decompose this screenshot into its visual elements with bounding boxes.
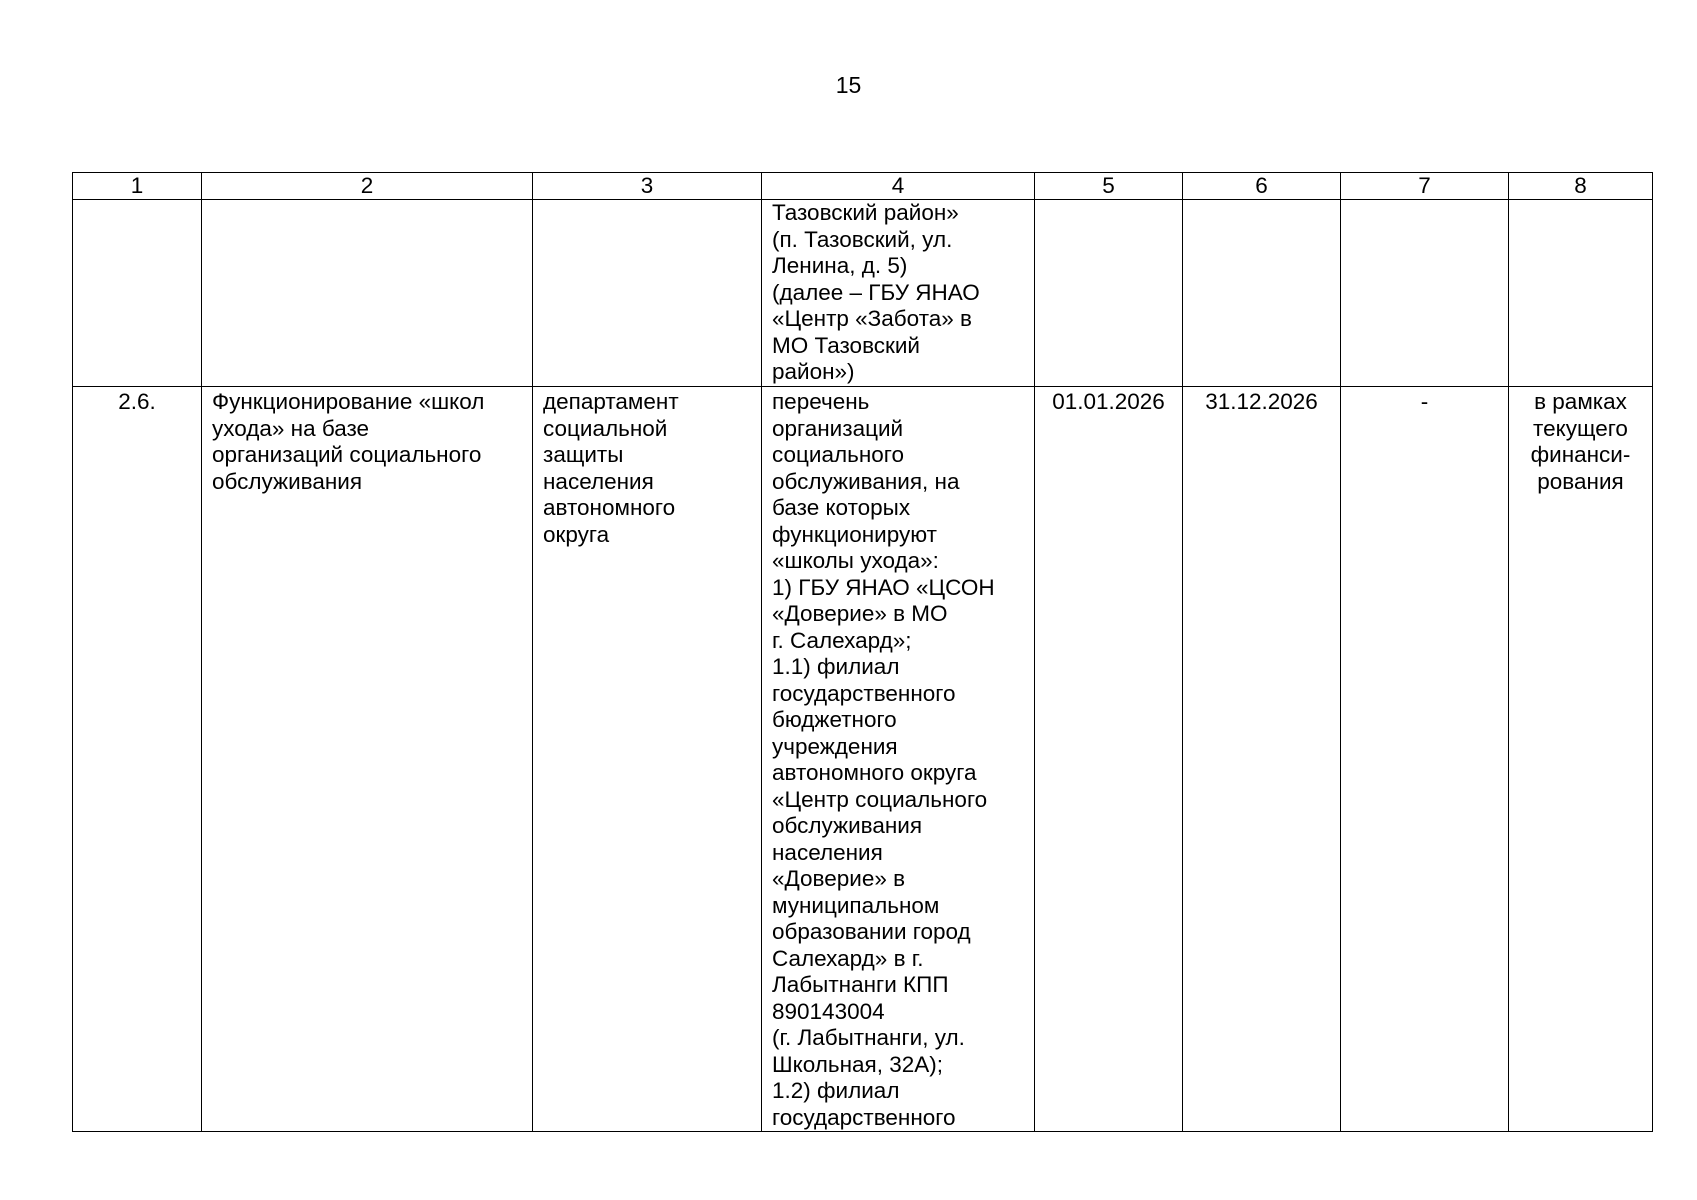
column-number-2: 2 [202, 173, 533, 200]
continuation-cell-5 [1035, 200, 1183, 387]
column-number-8: 8 [1509, 173, 1653, 200]
executor-cell: департамент социальной защиты населения автономного округа [533, 387, 762, 1132]
page-number: 15 [835, 72, 862, 98]
col7-cell: - [1341, 387, 1509, 1132]
table-header-row [73, 173, 1653, 200]
column-number-6: 6 [1183, 173, 1341, 200]
financing-cell: в рамках текущего финанси- рования [1509, 387, 1653, 1132]
continuation-cell-1 [73, 200, 202, 387]
item-name-cell: Функционирование «школ ухода» на базе организаций социального обслуживания [202, 387, 533, 1132]
column-number-7: 7 [1341, 173, 1509, 200]
continuation-cell-6 [1183, 200, 1341, 387]
continuation-cell-2 [202, 200, 533, 387]
table-row [73, 387, 1653, 1132]
continuation-cell-3 [533, 200, 762, 387]
plan-table [72, 172, 1653, 1132]
column-number-4: 4 [762, 173, 1035, 200]
table-row [73, 200, 1653, 387]
column-number-5: 5 [1035, 173, 1183, 200]
end-date-cell: 31.12.2026 [1183, 387, 1341, 1132]
column-number-1: 1 [73, 173, 202, 200]
result-cell: перечень организаций социального обслуживания, на базе которых функционируют «школы ухода»: 1) ГБУ ЯНАО «ЦСОН «Доверие» в МО г. Салехард»; 1.1) филиал государственного бюджетного учреждения автономного округа «Центр социального обслуживания населения «Доверие» в муниципальном образовании город Салехард» в г. Лабытнанги КПП 890143004 (г. Лабытнанги, ул. Школьная, 32А); 1.2) филиал государственного [762, 387, 1035, 1132]
start-date-cell: 01.01.2026 [1035, 387, 1183, 1132]
continuation-cell-8 [1509, 200, 1653, 387]
continuation-result-cell: Тазовский район» (п. Тазовский, ул. Ленина, д. 5) (далее – ГБУ ЯНАО «Центр «Забота» в МО Тазовский район») [762, 200, 1035, 387]
column-number-3: 3 [533, 173, 762, 200]
item-number-cell: 2.6. [73, 387, 202, 1132]
continuation-cell-7 [1341, 200, 1509, 387]
